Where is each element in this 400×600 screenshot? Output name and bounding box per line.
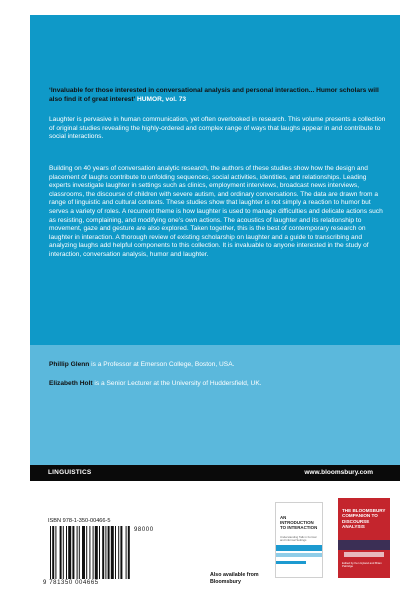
cover-stripe xyxy=(276,553,323,557)
barcode-graphic xyxy=(48,526,158,579)
authors-panel xyxy=(30,345,400,465)
cover-stripe xyxy=(276,561,306,564)
author-bio-text-2: is a Senior Lecturer at the University of Huddersfield, UK. xyxy=(92,380,262,387)
author-bio-1 xyxy=(49,361,389,370)
praise-quote xyxy=(49,87,387,104)
description-panel xyxy=(30,15,400,345)
cover-band xyxy=(338,540,390,550)
praise-quote-text: ‘Invaluable for those interested in conversational analysis and personal interaction... Humor scholars will also find it of great interest’ xyxy=(49,87,379,103)
publisher-band xyxy=(30,465,400,481)
praise-source: HUMOR, vol. 73 xyxy=(136,95,187,103)
related-book-1-title: AN INTRODUCTION TO INTERACTION xyxy=(280,515,318,530)
also-available-label: Also available from Bloomsbury xyxy=(210,572,259,585)
blurb-paragraph-1: Laughter is pervasive in human communication, yet often overlooked in research. This volume presents a collection of original studies revealing the highly-ordered and complex range of ways that laughs appear in and contribute to social interactions. xyxy=(49,116,386,141)
related-book-cover-1[interactable] xyxy=(275,502,323,578)
author-bio-text-1: is a Professor at Emerson College, Boston, USA. xyxy=(89,361,235,368)
blurb-paragraph-2: Building on 40 years of conversation analytic research, the authors of these studies show how the design and placement of laughs contribute to unfolding sequences, social activities, identities, and relationships. Leading experts investigate laughter in settings such as clinics, employment interviews, broadcast news interviews, classrooms, the discourse of children with severe autism, and ordinary conversations. The data are drawn from a range of linguistic and cultural contexts. These studies show that laughter is not simply a reaction to humor but serves a variety of roles. A recurrent theme is how laughter is used to manage difficulties and delicate actions such as resisting, complaining, and modifying one’s own actions. The acoustics of laughter and its relationship to movement, gaze and gesture are also explored. Taken together, this is the best of contemporary research on laughter in interaction. A thorough review of existing scholarship on laughter and a guide to transcribing and analyzing laughs add helpful components to this collection. It is invaluable to anyone interested in the study of interaction, conversation analysis, humor and laughter. xyxy=(49,165,383,258)
publisher-website: www.bloomsbury.com xyxy=(304,469,373,476)
isbn-label: ISBN 978-1-350-00466-5 xyxy=(48,518,111,524)
related-book-1-subtitle: Understanding Talk in Formal and Informal Settings xyxy=(280,535,317,543)
author-name-1: Phillip Glenn xyxy=(49,361,90,368)
author-name-2: Elizabeth Holt xyxy=(49,380,93,387)
bottom-section xyxy=(30,481,400,600)
price-code: 98000 xyxy=(134,527,154,533)
series-label: LINGUISTICS xyxy=(48,469,92,476)
cover-band xyxy=(344,552,384,557)
related-book-2-editors: Edited by Ken Hyland and Brian Paltridge xyxy=(342,561,382,569)
author-bio-2 xyxy=(49,380,389,389)
related-book-2-title: THE BLOOMSBURY COMPANION TO DISCOURSE ANALYSIS xyxy=(342,508,386,529)
barcode-digits: 9 781350 004665 xyxy=(43,580,99,586)
cover-stripe xyxy=(276,545,323,551)
book-back-cover xyxy=(30,15,400,600)
related-book-cover-2[interactable] xyxy=(338,498,390,578)
